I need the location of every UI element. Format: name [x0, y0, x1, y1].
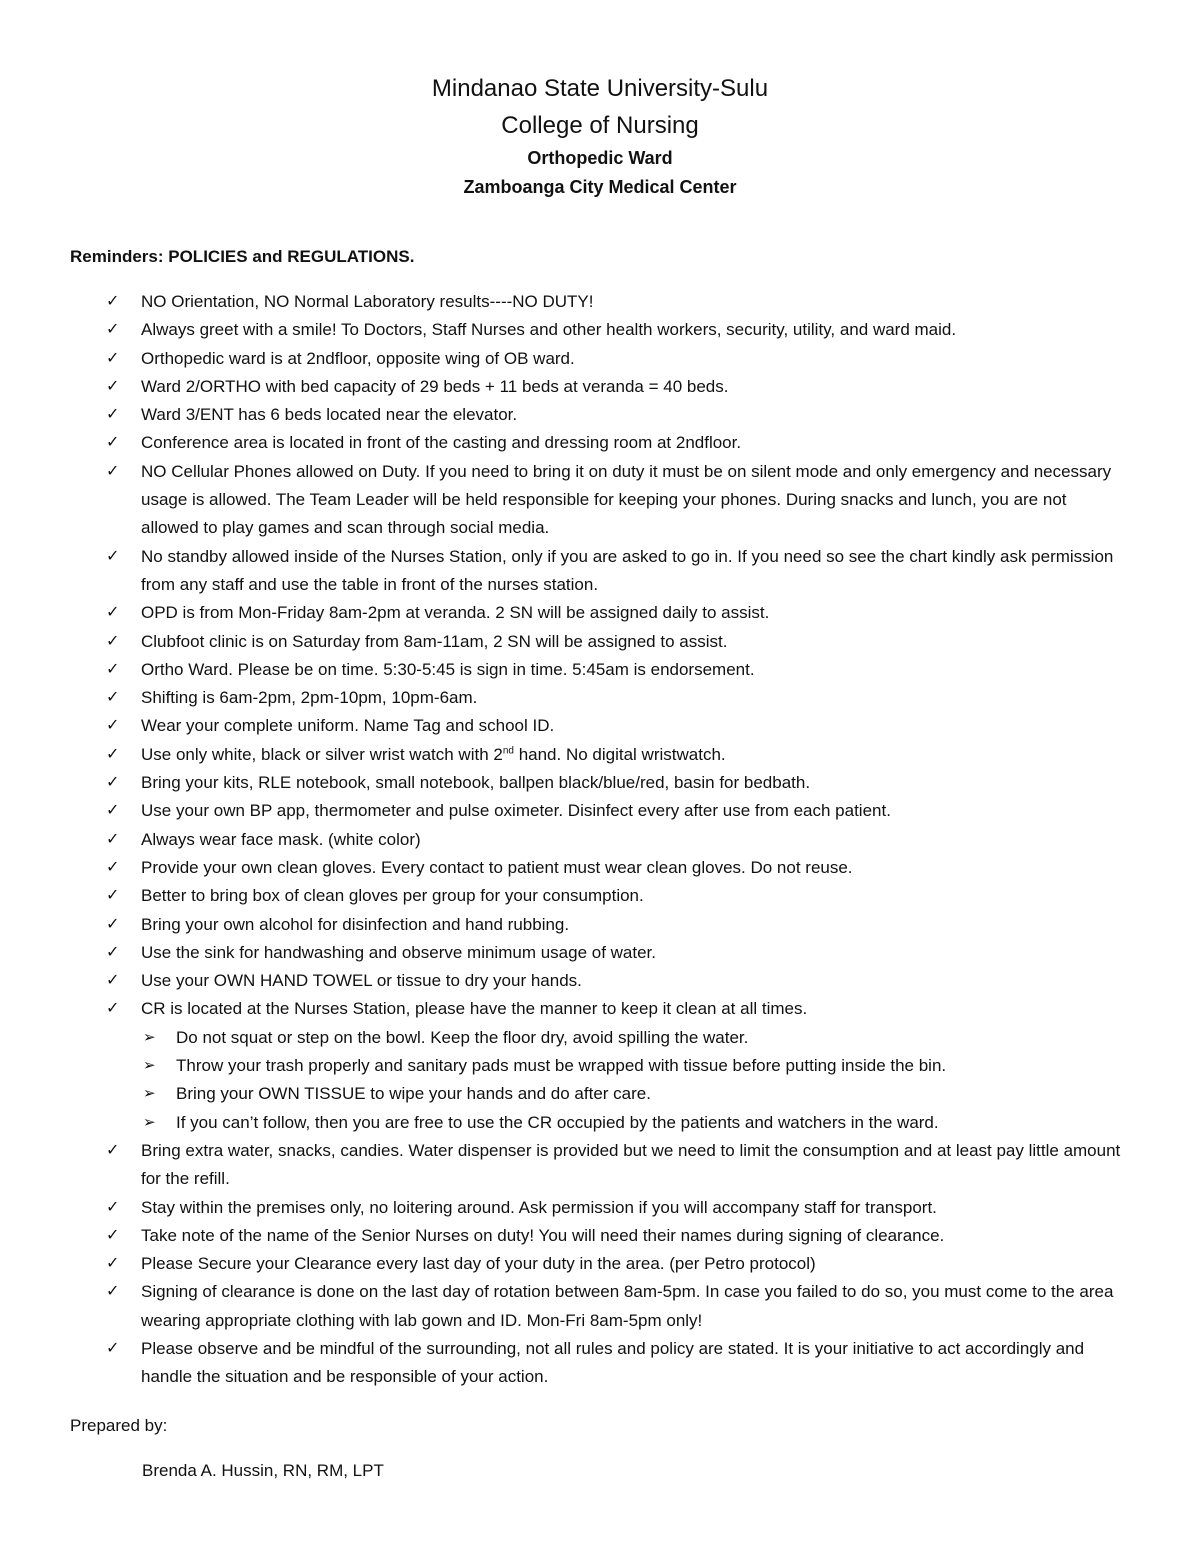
check-icon: ✓ [106, 745, 120, 763]
arrowhead-bullet-icon: ➢ [143, 1085, 156, 1103]
preparer-name: Brenda A. Hussin, RN, RM, LPT [142, 1461, 384, 1480]
list-item [0, 911, 1200, 939]
list-item [0, 316, 1200, 344]
sub-item-text: Do not squat or step on the bowl. Keep the floor dry, avoid spilling the water. [176, 1027, 749, 1047]
check-icon: ✓ [106, 377, 120, 395]
list-item [0, 826, 1200, 854]
list-item [0, 1250, 1200, 1278]
item-text: Always greet with a smile! To Doctors, Staff Nurses and other health workers, security, utility, and ward maid. [141, 320, 957, 340]
check-icon: ✓ [106, 972, 120, 990]
list-item [0, 401, 1200, 429]
sub-list-item [0, 1080, 1200, 1108]
check-icon: ✓ [106, 887, 120, 905]
list-item [0, 939, 1200, 967]
ward-name: Orthopedic Ward [527, 148, 673, 168]
check-icon: ✓ [106, 660, 120, 678]
check-icon: ✓ [106, 632, 120, 650]
list-item [0, 712, 1200, 740]
list-item [0, 797, 1200, 825]
check-icon: ✓ [106, 689, 120, 707]
check-icon: ✓ [106, 830, 120, 848]
item-text: Wear your complete uniform. Name Tag and school ID. [141, 716, 555, 736]
item-text: Take note of the name of the Senior Nurses on duty! You will need their names during signing of clearance. [141, 1225, 945, 1245]
check-icon: ✓ [106, 1141, 120, 1159]
list-item [0, 288, 1200, 316]
item-text: Please Secure your Clearance every last day of your duty in the area. (per Petro protocol) [141, 1254, 816, 1274]
check-icon: ✓ [106, 915, 120, 933]
list-item [0, 769, 1200, 797]
item-text: Please observe and be mindful of the surrounding, not all rules and policy are stated. It is your initiative to act accordingly and handle the situation and be responsible of your action. [141, 1338, 1085, 1387]
item-text: Shifting is 6am-2pm, 2pm-10pm, 10pm-6am. [141, 688, 478, 708]
check-icon: ✓ [106, 717, 120, 735]
sub-item-text: Throw your trash properly and sanitary pads must be wrapped with tissue before putting inside the bin. [176, 1056, 947, 1076]
check-icon: ✓ [106, 1226, 120, 1244]
check-icon: ✓ [106, 802, 120, 820]
check-icon: ✓ [106, 321, 120, 339]
document-header [0, 72, 1200, 200]
list-item [0, 1278, 1200, 1335]
check-icon: ✓ [106, 547, 120, 565]
item-text: Orthopedic ward is at 2ndfloor, opposite wing of OB ward. [141, 348, 575, 368]
list-item [0, 373, 1200, 401]
item-text: Ward 2/ORTHO with bed capacity of 29 beds + 11 beds at veranda = 40 beds. [141, 376, 729, 396]
item-text: No standby allowed inside of the Nurses Station, only if you are asked to go in. If you need so see the chart kindly ask permission from any staff and use the table in front of the nurses station. [141, 546, 1114, 594]
item-text-before: Use only white, black or silver wrist watch with 2 [141, 744, 503, 764]
item-text: Always wear face mask. (white color) [141, 829, 421, 849]
check-icon: ✓ [106, 1339, 120, 1357]
list-item [0, 628, 1200, 656]
list-item [0, 741, 1200, 769]
arrowhead-bullet-icon: ➢ [143, 1113, 156, 1131]
list-item [0, 458, 1200, 543]
item-text: OPD is from Mon-Friday 8am-2pm at veranda. 2 SN will be assigned daily to assist. [141, 603, 770, 623]
hospital-name: Zamboanga City Medical Center [463, 177, 737, 197]
item-text: Ortho Ward. Please be on time. 5:30-5:45 is sign in time. 5:45am is endorsement. [141, 659, 755, 679]
item-text: Clubfoot clinic is on Saturday from 8am-11am, 2 SN will be assigned to assist. [141, 631, 728, 651]
check-icon: ✓ [106, 858, 120, 876]
item-text-after: hand. No digital wristwatch. [513, 744, 726, 764]
check-icon: ✓ [106, 943, 120, 961]
item-text: Ward 3/ENT has 6 beds located near the elevator. [141, 405, 518, 425]
reminders-heading: Reminders: POLICIES and REGULATIONS. [70, 247, 415, 266]
prepared-by-label: Prepared by: [70, 1416, 168, 1435]
list-item [0, 882, 1200, 910]
list-item [0, 1137, 1200, 1194]
list-item [0, 684, 1200, 712]
item-text: NO Cellular Phones allowed on Duty. If you need to bring it on duty it must be on silent mode and only emergency and necessary usage is allowed. The Team Leader will be held responsible for keeping your phones. During snacks and lunch, you are not allowed to play games and scan through social media. [141, 461, 1112, 538]
check-icon: ✓ [106, 349, 120, 367]
sub-list-item [0, 1109, 1200, 1137]
list-item [0, 543, 1200, 600]
item-text: Use your OWN HAND TOWEL or tissue to dry your hands. [141, 971, 582, 991]
check-icon: ✓ [106, 774, 120, 792]
list-item [0, 1194, 1200, 1222]
list-item [0, 656, 1200, 684]
check-icon: ✓ [106, 293, 120, 310]
sub-list-item [0, 1024, 1200, 1052]
item-text: CR is located at the Nurses Station, please have the manner to keep it clean at all times. [141, 999, 808, 1019]
check-icon: ✓ [106, 434, 120, 452]
item-text: Better to bring box of clean gloves per group for your consumption. [141, 886, 644, 906]
ordinal-suffix: nd [502, 745, 514, 757]
item-text: Use your own BP app, thermometer and pulse oximeter. Disinfect every after use from each patient. [141, 801, 891, 821]
sub-list-item [0, 1052, 1200, 1080]
list-item [0, 967, 1200, 995]
item-text: Signing of clearance is done on the last day of rotation between 8am-5pm. In case you failed to do so, you must come to the area wearing appropriate clothing with lab gown and ID. Mon-Fri 8am-5pm only! [141, 1282, 1114, 1330]
item-text: Use the sink for handwashing and observe minimum usage of water. [141, 942, 656, 962]
check-icon: ✓ [106, 1255, 120, 1273]
item-text: Bring your kits, RLE notebook, small notebook, ballpen black/blue/red, basin for bedbath. [141, 773, 811, 793]
list-item [0, 599, 1200, 627]
policy-list [0, 288, 1200, 1392]
check-icon: ✓ [106, 1000, 120, 1018]
item-text: Conference area is located in front of the casting and dressing room at 2ndfloor. [141, 433, 742, 453]
list-item [0, 345, 1200, 373]
arrowhead-bullet-icon: ➢ [143, 1028, 156, 1046]
sub-item-text: Bring your OWN TISSUE to wipe your hands and do after care. [176, 1084, 651, 1104]
arrowhead-bullet-icon: ➢ [143, 1057, 156, 1075]
check-icon: ✓ [106, 406, 120, 424]
item-text: Provide your own clean gloves. Every contact to patient must wear clean gloves. Do not reuse. [141, 857, 853, 877]
college-name: College of Nursing [501, 112, 699, 139]
item-text: NO Orientation, NO Normal Laboratory results----NO DUTY! [141, 292, 594, 311]
list-item [0, 1222, 1200, 1250]
check-icon: ✓ [106, 604, 120, 622]
check-icon: ✓ [106, 1198, 120, 1216]
sub-item-text: If you can’t follow, then you are free to use the CR occupied by the patients and watchers in the ward. [176, 1112, 939, 1132]
list-item [0, 995, 1200, 1023]
university-name: Mindanao State University-Sulu [431, 75, 769, 102]
item-text: Bring extra water, snacks, candies. Water dispenser is provided but we need to limit the consumption and at least pay little amount for the refill. [141, 1140, 1121, 1189]
item-text: Stay within the premises only, no loitering around. Ask permission if you will accompany staff for transport. [141, 1197, 937, 1217]
list-item [0, 1335, 1200, 1392]
item-text: Bring your own alcohol for disinfection and hand rubbing. [141, 914, 570, 934]
list-item [0, 854, 1200, 882]
check-icon: ✓ [106, 462, 120, 480]
list-item [0, 429, 1200, 457]
check-icon: ✓ [106, 1283, 120, 1301]
